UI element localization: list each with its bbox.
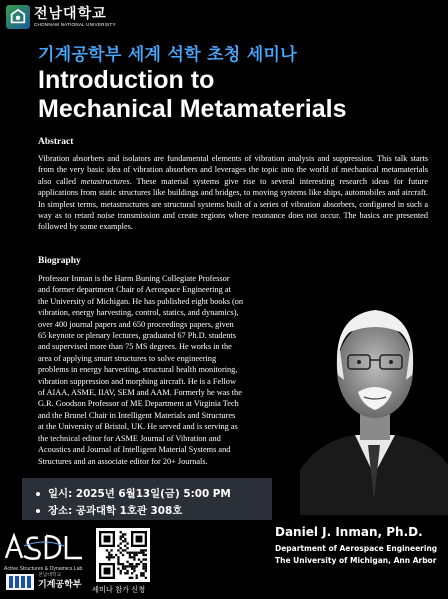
abstract-heading: Abstract — [38, 137, 74, 147]
title-line-1: Introduction to — [38, 66, 215, 94]
bio-line: the technical editor for ASME Journal of Vibration and — [38, 433, 221, 443]
speaker-name: Daniel J. Inman, Ph.D. — [275, 525, 423, 539]
university-name-en: CHONNAM NATIONAL UNIVERSITY — [34, 21, 116, 27]
bullet-icon — [36, 492, 40, 496]
bio-line: of AIAA, ASME, IIAV, SEM and AAM. Formerly he was the — [38, 388, 242, 398]
lab-name: Active Structures & Dynamics Lab — [4, 566, 83, 572]
bio-line: problems in energy harvesting, structural health monitoring, — [38, 365, 238, 375]
event-info-box — [22, 478, 272, 520]
university-emblem-icon — [6, 5, 30, 29]
asdl-logo — [4, 532, 86, 572]
speaker-department: Department of Aerospace Engineering — [275, 544, 438, 553]
biography-text — [38, 273, 300, 467]
event-place — [36, 502, 182, 517]
me-department-logo — [6, 574, 81, 590]
asdl-logo-icon — [4, 532, 84, 560]
bio-line: Structures and an associate editor for 20+ Journals. — [38, 456, 208, 466]
event-place-text: 장소: 공과대학 1호관 308호 — [48, 505, 183, 517]
university-name-kr: 전남대학교 — [34, 5, 107, 22]
event-date-text: 일시: 2025년 6월13일(금) 5:00 PM — [48, 488, 231, 500]
event-date — [36, 485, 231, 500]
bio-line: and supervised more than 75 MS degrees. He works in the — [38, 342, 232, 352]
bio-line: area of applying smart structures to solve engineering — [38, 353, 217, 363]
abstract-text-start: Vibration absorbers and isolators are fundamental elements of vibration analysis and suppression. This talk starts from the very basic idea of vibration absorbers and leverages the topic into the world of mechanical metamaterials also called — [38, 154, 428, 186]
title-line-2: Mechanical Metamaterials — [38, 95, 347, 123]
bio-line: Acoustics and Journal of Intelligent Material Systems and — [38, 445, 231, 455]
bio-line: 65 keynote or plenary lectures, graduated 67 Ph.D. students — [38, 331, 236, 341]
abstract-italic-term: metastructures — [80, 176, 130, 186]
university-logo — [6, 5, 116, 29]
bio-line: at the University of Bristol, UK. He served and is serving as — [38, 422, 238, 432]
speaker-photo — [300, 270, 448, 515]
qr-label: 세미나 참가 신청 — [92, 585, 146, 594]
bio-line: and former department Chair of Aerospace Engineering at — [38, 285, 231, 295]
me-mark-icon — [6, 574, 34, 590]
abstract-text — [38, 153, 428, 233]
bio-line: over 400 journal papers and 650 proceedings papers, given — [38, 319, 234, 329]
bio-line: Professor Inman is the Harm Buning Collegiate Professor — [38, 274, 230, 283]
speaker-info — [275, 525, 445, 565]
seminar-title — [38, 66, 346, 124]
bio-line: and the Brunel Chair in Intelligent Materials and Structures — [38, 410, 236, 420]
speaker-university: The University of Michigan, Ann Arbor — [275, 556, 437, 565]
bio-line: the University of Michigan. He has published eight books (on — [38, 296, 244, 306]
registration-qr-code[interactable] — [96, 528, 150, 582]
bullet-icon — [36, 509, 40, 513]
biography-heading: Biography — [38, 256, 81, 266]
me-university-label: 전남대학교 — [38, 573, 62, 579]
seminar-subtitle: 기계공학부 세계 석학 초청 세미나 — [38, 45, 297, 65]
bio-line: vibration, energy harvesting, control, statics, and dynamics), — [38, 308, 239, 318]
bio-line: G.R. Goodson Professor of ME Department at Virginia Tech — [38, 399, 239, 409]
bio-line: vibration suppression and morphing aircraft. He is a Fellow — [38, 376, 236, 386]
qr-code-icon — [99, 531, 147, 579]
me-department-label: 기계공학부 — [38, 579, 82, 590]
abstract-text-end: . These material systems give rise to several interesting research ideas for future applications from static structures like buildings and bridges, to moving systems like ships, automobiles and aircraft. In simplest terms, metastructures are structural systems built of a series of vibration absorbers, configured in such a way as to retard noise transmission and create regions where resonance does not occur. The basics are presented followed by some examples. — [38, 176, 428, 232]
